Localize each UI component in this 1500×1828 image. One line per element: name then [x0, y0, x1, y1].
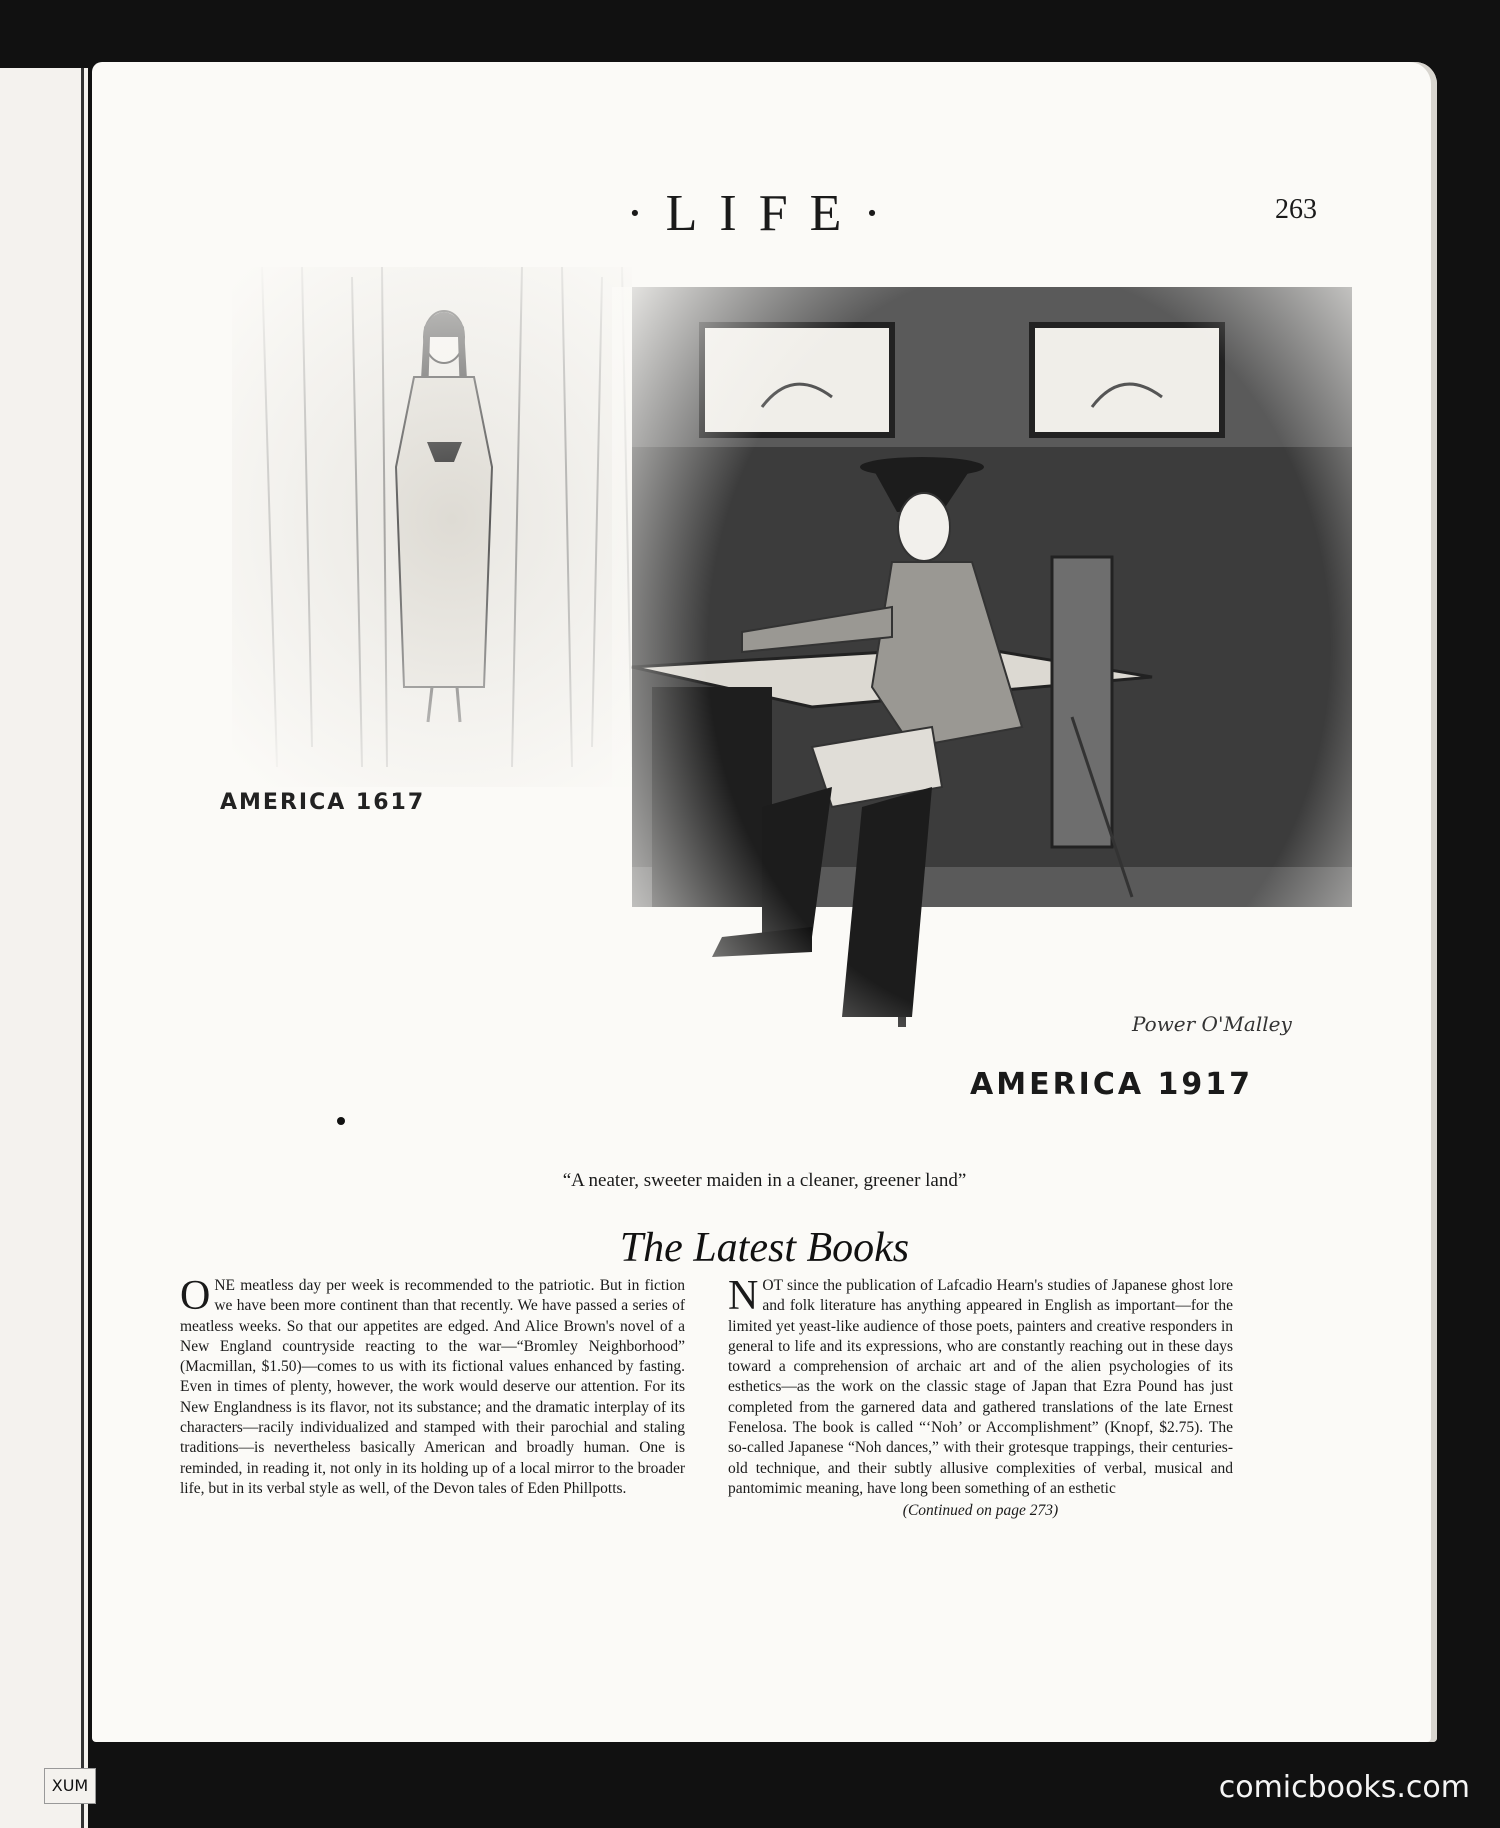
column-right-text: OT since the publication of Lafcadio Hearn's studies of Japanese ghost lore and folk literature has anything appeared in English as important—for the limited yet yeast-like audience of those poets, painters and creative responders in general to life and its expressions, who are constantly reaching out in these days toward a comprehension of archaic art and of the alien psychologies of its esthetics—as the work on the classic stage of Japan that Ezra Pound has just completed from the garnered data and gathered translations of the late Ernest Fenelosa. The book is called “‘Noh’ or Accomplishment” (Knopf, $2.75). The so-called Japanese “Noh dances,” with their grotesque trappings, their centuries-old technique, and their subtly allusive complexities of verbal, musical and pantomimic meaning, have long been something of an esthetic [728, 1277, 1233, 1497]
column-left-text: NE meatless day per week is recommended to the patriotic. But in fiction we have been more continent than that recently. We have passed a series of meatless weeks. So that our appetites are edged. And Alice Brown's novel of a New England countryside reacting to the war—“Bromley Neighborhood” (Macmillan, $1.50)—comes to us with its fictional values enhanced by fasting. Even in times of plenty, however, the work would deserve our attention. For its New Englandness is its flavor, not its substance; and the dramatic interplay of its characters—racily individualized and stamped with their parochial and staling traditions—is nevertheless basically American and broadly human. One is reminded, in reading it, not only in its holding up of a local mirror to the broader life, but in its verbal style as well, of the Devon tales of Eden Phillpotts. [180, 1277, 685, 1497]
illustration-caption: “A neater, sweeter maiden in a cleaner, greener land” [562, 1170, 967, 1191]
continued-note: (Continued on page 273) [902, 1502, 1059, 1520]
review-column-right [728, 1273, 1233, 1522]
scan-tag: XUM [44, 1768, 96, 1804]
page-number: 263 [1275, 194, 1317, 225]
magazine-page [92, 62, 1437, 1742]
artist-signature: Power O'Malley [1132, 1012, 1292, 1036]
label-america-1617: AMERICA 1617 [220, 790, 426, 815]
site-watermark: comicbooks.com [1218, 1770, 1470, 1805]
dropcap-right: N [728, 1273, 759, 1319]
review-column-left [180, 1273, 685, 1499]
label-america-1917: AMERICA 1917 [970, 1067, 1254, 1102]
previous-page-edge [0, 68, 88, 1828]
ink-dot [337, 1117, 345, 1125]
masthead: ·LIFE· [626, 185, 903, 242]
illustration-america-1917 [612, 287, 1352, 1187]
section-title: The Latest Books [619, 1225, 910, 1271]
dropcap-left: O [180, 1273, 211, 1319]
